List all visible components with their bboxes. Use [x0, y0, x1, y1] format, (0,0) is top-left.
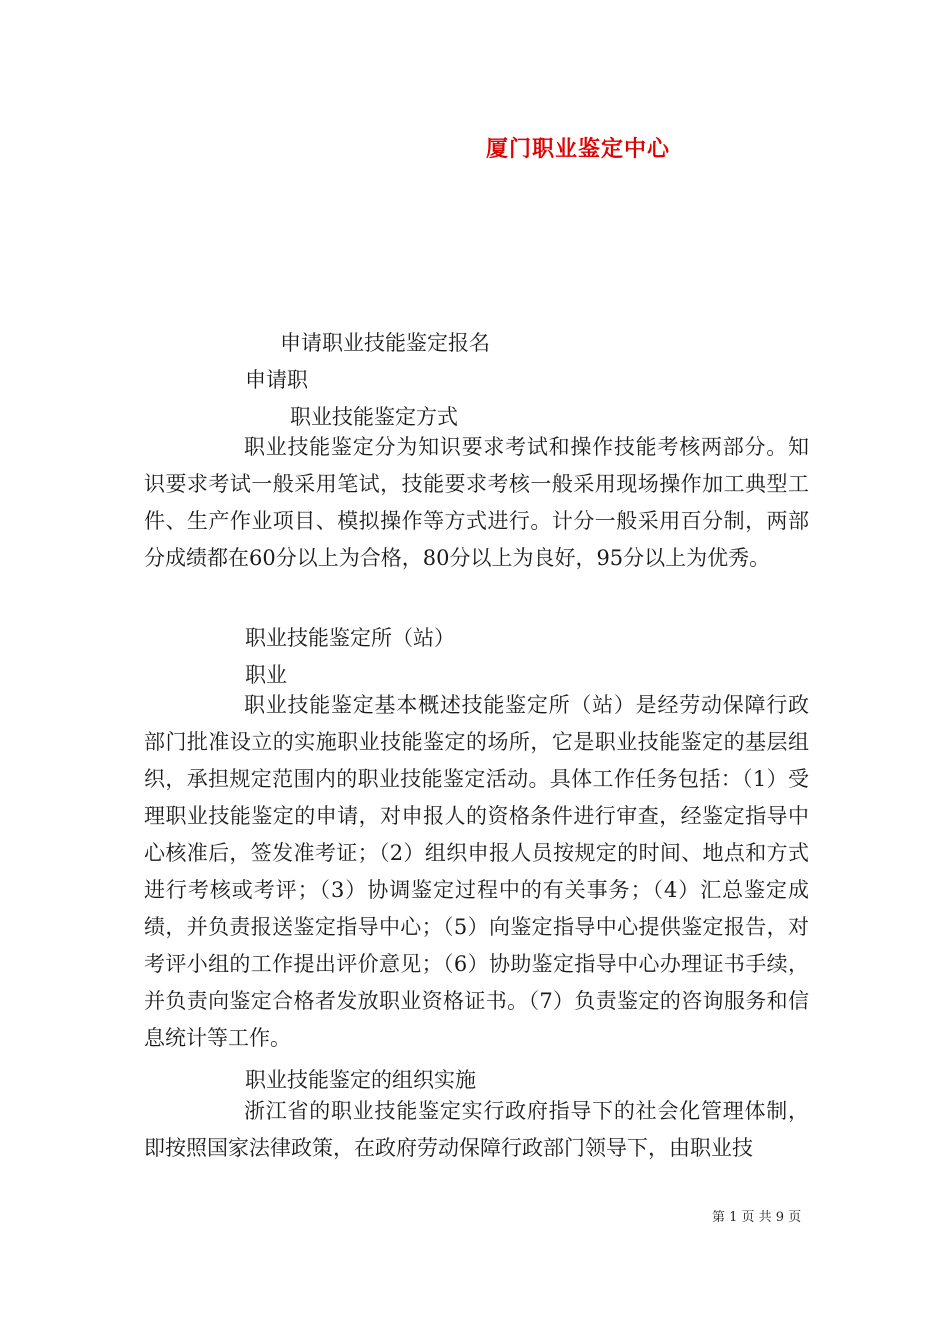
page-footer: 第 1 页 共 9 页 [712, 1210, 802, 1225]
heading-appraisal-station: 职业技能鉴定所（站） [245, 626, 455, 650]
document-title: 厦门职业鉴定中心 [486, 136, 671, 162]
paragraph-appraisal-station: 职业技能鉴定基本概述技能鉴定所（站）是经劳动保障行政部门批准设立的实施职业技能鉴定的场所，它是职业技能鉴定的基层组织，承担规定范围内的职业技能鉴定活动。具体工作任务包括：（1）受理职业技能鉴定的申请，对申报人的资格条件进行审查，经鉴定指导中心核准后，签发准考证；（2）组织申报人员按规定的时间、地点和方式进行考核或考评；（3）协调鉴定过程中的有关事务；（4）汇总鉴定成绩，并负责报送鉴定指导中心；（5）向鉴定指导中心提供鉴定报告，对考评小组的工作提出评价意见；（6）协助鉴定指导中心办理证书手续，并负责向鉴定合格者发放职业资格证书。（7）负责鉴定的咨询服务和信息统计等工作。 [144, 693, 809, 1050]
heading-appraisal-method: 职业技能鉴定方式 [290, 405, 458, 429]
paragraph-organization: 浙江省的职业技能鉴定实行政府指导下的社会化管理体制，即按照国家法律政策，在政府劳动保障行政部门领导下，由职业技 [144, 1099, 809, 1160]
heading-vocation-fragment: 职业 [245, 663, 287, 687]
heading-apply-registration: 申请职业技能鉴定报名 [280, 331, 490, 355]
heading-organization: 职业技能鉴定的组织实施 [245, 1068, 476, 1092]
heading-apply-fragment: 申请职 [245, 368, 308, 392]
paragraph-appraisal-method: 职业技能鉴定分为知识要求考试和操作技能考核两部分。知识要求考试一般采用笔试，技能要求考核一般采用现场操作加工典型工件、生产作业项目、模拟操作等方式进行。计分一般采用百分制，两部分成绩都在60分以上为合格，80分以上为良好，95分以上为优秀。 [144, 435, 809, 570]
